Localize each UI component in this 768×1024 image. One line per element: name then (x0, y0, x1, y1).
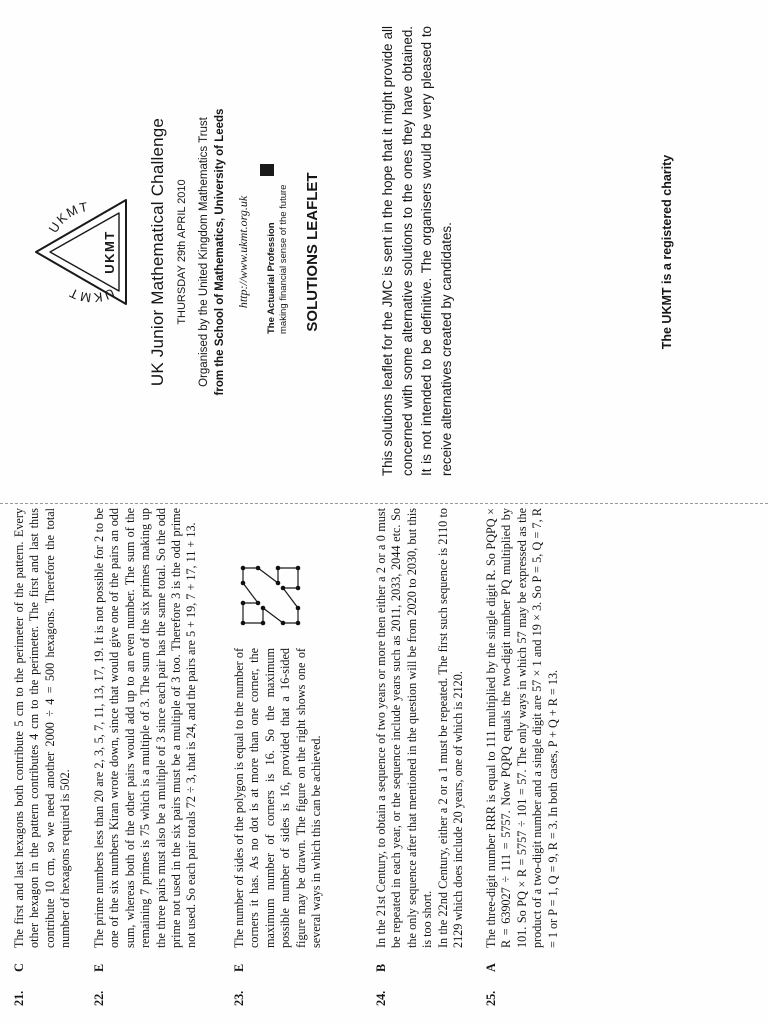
organiser-line-2: from the School of Mathematics, University of Leeds (214, 108, 226, 396)
organiser-text (196, 0, 228, 504)
grid-dot (281, 621, 286, 626)
grid-dot (261, 621, 266, 626)
challenge-date: THURSDAY 29th APRIL 2010 (176, 179, 188, 325)
solution-paragraph: In the 21st Century, to obtain a sequence of two years or more then either a 2 or a 0 must be repeated in each year, or the sequence include years such as 2011, 2033, 2044 etc. So the only sequence after that mentioned in the question will be from 2020 to 2030, but this is too short. (374, 508, 435, 948)
grid-dot (256, 601, 261, 606)
solution-paragraph: The first and last hexagons both contribute 5 cm to the perimeter of the pattern. Every other hexagon in the pattern contributes 4 cm to the perimeter. The first and last thus contribute 10 cm, so we need another 2000 ÷ 4 = 500 hexagons. Therefore the total number of hexagons required is 502. (12, 508, 73, 948)
grid-dot (281, 586, 286, 591)
solution-paragraph: The three-digit number RRR is equal to 111 multiplied by the single digit R. So PQPQ × R = 639027 ÷ 111 = 5757. Now PQPQ equals the two-digit number PQ multiplied by 101. So PQ × R = 5757 ÷ 101 = 57. The only ways in which 57 may be expressed as the product of a two-digit number and a single digit are 57 × 1 and 19 × 3. So P = 5, Q = 7, R = 1 or P = 1, Q = 9, R = 3. In both cases, P + Q + R = 13. (484, 508, 560, 948)
svg-text:UKMT (46, 199, 91, 236)
grid-dot (241, 621, 246, 626)
grid-dot (296, 586, 301, 591)
grid-dot (261, 606, 266, 611)
solution-text (484, 508, 561, 948)
question-number: 22. (92, 990, 106, 1006)
polygon-figure (238, 562, 304, 628)
question-number: 24. (374, 990, 388, 1006)
solution-paragraph: In the 22nd Century, either a 2 or a 1 must be repeated. The first such sequence is 2110 to 2129 which does include 20 years, one of which is 2120. (435, 508, 466, 948)
logo-text-left: UKMT (65, 284, 117, 306)
sixteen-sided-polygon (243, 568, 298, 623)
leaflet-title: SOLUTIONS LEAFLET (304, 172, 321, 332)
grid-dot (276, 581, 281, 586)
solution-text (232, 648, 324, 948)
grid-dot (241, 581, 246, 586)
solution-paragraph: The number of sides of the polygon is equal to the number of corners it has. As no dot is at more than one corner, the maximum number of corners is 16. So the maximum possible number of sides is 16, provided that a 16-sided figure may be drawn. The figure on the right shows one of several ways in which this can be achieved. (232, 648, 324, 948)
svg-text:UKMT (66, 285, 117, 306)
website-url: http://www.ukmt.org.uk (236, 195, 250, 309)
question-number: 23. (232, 990, 246, 1006)
grid-dot (241, 566, 246, 571)
intro-paragraph: This solutions leaflet for the JMC is sent in the hope that it might provide all concerned with some alternative solutions to the ones they have obtained. It is not intended to be definitive. The organisers would be very pleased to receive alternatives created by candidates. (380, 26, 454, 476)
answer-letter: E (232, 963, 246, 972)
answer-letter: C (12, 963, 26, 972)
question-number: 25. (484, 990, 498, 1006)
charity-notice: The UKMT is a registered charity (660, 154, 674, 350)
grid-dot (296, 606, 301, 611)
grid-dot (296, 566, 301, 571)
logo-text-right: UKMT (45, 198, 91, 236)
sponsor-tagline: making financial sense of the future (278, 184, 289, 334)
solution-text (374, 508, 466, 948)
grid-dot (256, 566, 261, 571)
grid-dot (276, 566, 281, 571)
solution-text (92, 508, 200, 948)
answer-letter: B (374, 963, 388, 972)
question-number: 21. (12, 990, 26, 1006)
challenge-title: UK Junior Mathematical Challenge (148, 117, 167, 387)
answer-letter: A (484, 963, 498, 972)
answer-letter: E (92, 963, 106, 972)
organiser-line-1: Organised by the United Kingdom Mathematics Trust (198, 117, 210, 387)
ukmt-logo (30, 190, 142, 314)
grid-dot (241, 601, 246, 606)
sponsor-block (266, 134, 290, 334)
sponsor-name: The Actuarial Profession (266, 222, 277, 334)
cover-panel (0, 0, 768, 504)
logo-text-bottom: UKMT (102, 230, 117, 274)
solution-text (12, 508, 74, 948)
grid-dot (296, 621, 301, 626)
solution-paragraph: The prime numbers less than 20 are 2, 3, 5, 7, 11, 13, 17, 19. It is not possible for 2 to be one of the six numbers Kiran wrote down, since that would give one of the pairs an odd sum, whereas both of the other pairs would add up to an even number. The sum of the remaining 7 primes is 75 which is a multiple of 3. The sum of the six primes making up the three pairs must also be a multiple of 3 since each pair has the same total. So the odd prime not used in the six pairs must be a multiple of 3 too. Therefore 3 is the odd prime not used. So each pair totals 72 ÷ 3, that is 24, and the pairs are 5 + 19, 7 + 17, 11 + 13. (92, 508, 199, 948)
